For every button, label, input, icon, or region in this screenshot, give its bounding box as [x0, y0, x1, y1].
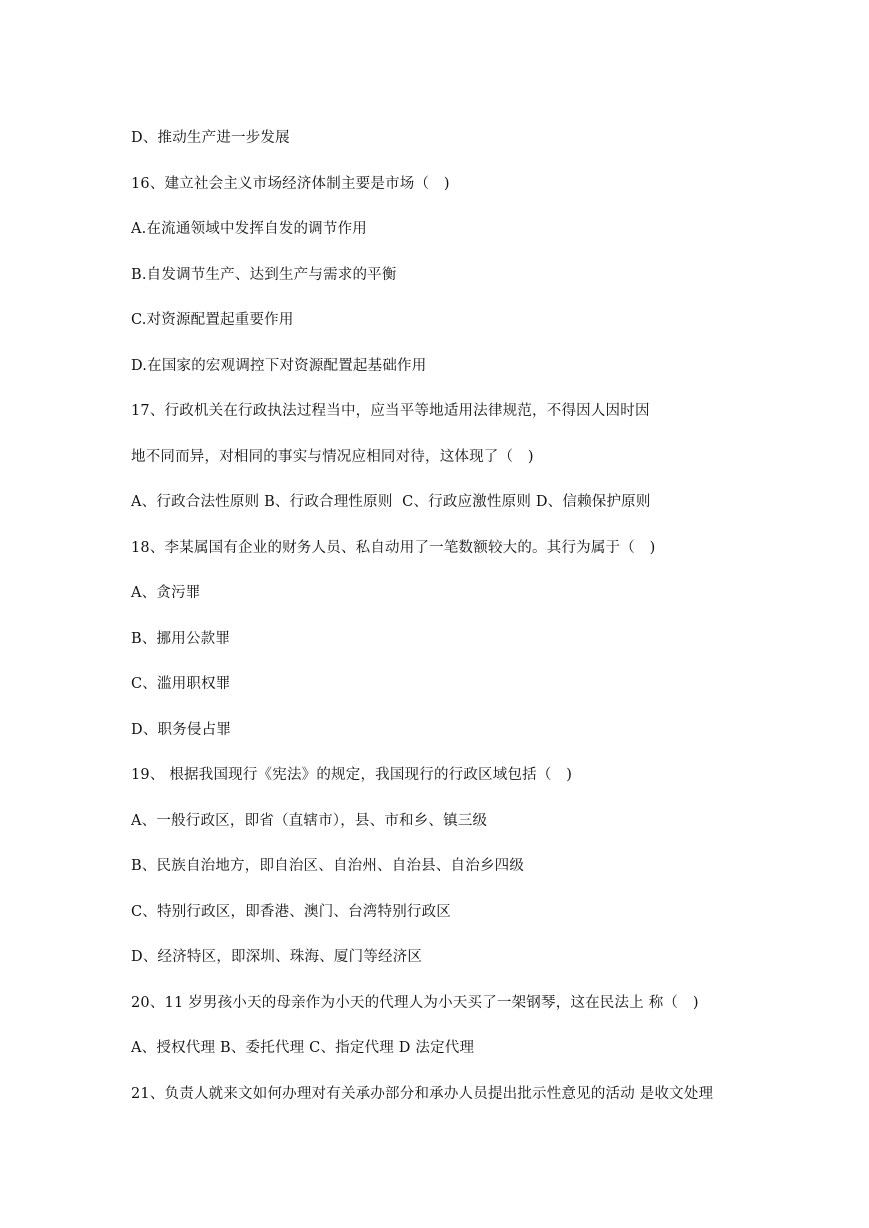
options-17: A、行政合法性原则 B、行政合理性原则 C、行政应激性原则 D、信赖保护原则	[131, 494, 651, 510]
question-19: 19、 根据我国现行《宪法》的规定，我国现行的行政区域包括（ )	[131, 767, 573, 783]
option-18c: C、滥用职权罪	[131, 676, 231, 692]
option-18a: A、贪污罪	[131, 585, 201, 601]
option-19c: C、特别行政区，即香港、澳门、台湾特别行政区	[131, 904, 451, 920]
option-16c: C.对资源配置起重要作用	[131, 312, 294, 328]
option-16b: B.自发调节生产、达到生产与需求的平衡	[131, 267, 397, 283]
option-18d: D、职务侵占罪	[131, 722, 232, 738]
question-18: 18、李某属国有企业的财务人员、私自动用了一笔数额较大的。其行为属于（ )	[131, 540, 656, 556]
question-16: 16、建立社会主义市场经济体制主要是市场（ )	[131, 176, 450, 192]
option-19a: A、一般行政区，即省（直辖市），县、市和乡、镇三级	[131, 813, 488, 829]
option-18b: B、挪用公款罪	[131, 631, 231, 647]
question-17-line-1: 17、行政机关在行政执法过程当中，应当平等地适用法律规范，不得因人因时因	[131, 403, 650, 419]
option-16d: D.在国家的宏观调控下对资源配置起基础作用	[131, 358, 427, 374]
option-16a: A.在流通领域中发挥自发的调节作用	[131, 221, 367, 237]
question-17-line-2: 地不同而异，对相同的事实与情况应相同对待，这体现了（ )	[131, 449, 534, 465]
options-20: A、授权代理 B、委托代理 C、指定代理 D 法定代理	[131, 1040, 475, 1056]
question-21: 21、负责人就来文如何办理对有关承办部分和承办人员提出批示性意见的活动 是收文处理	[131, 1086, 714, 1102]
option-19b: B、民族自治地方，即自治区、自治州、自治县、自治乡四级	[131, 858, 525, 874]
option-19d: D、经济特区，即深圳、珠海、厦门等经济区	[131, 949, 423, 965]
option-15d: D、推动生产进一步发展	[131, 130, 290, 146]
question-20: 20、11 岁男孩小天的母亲作为小天的代理人为小天买了一架钢琴，这在民法上 称（ )	[131, 995, 699, 1011]
